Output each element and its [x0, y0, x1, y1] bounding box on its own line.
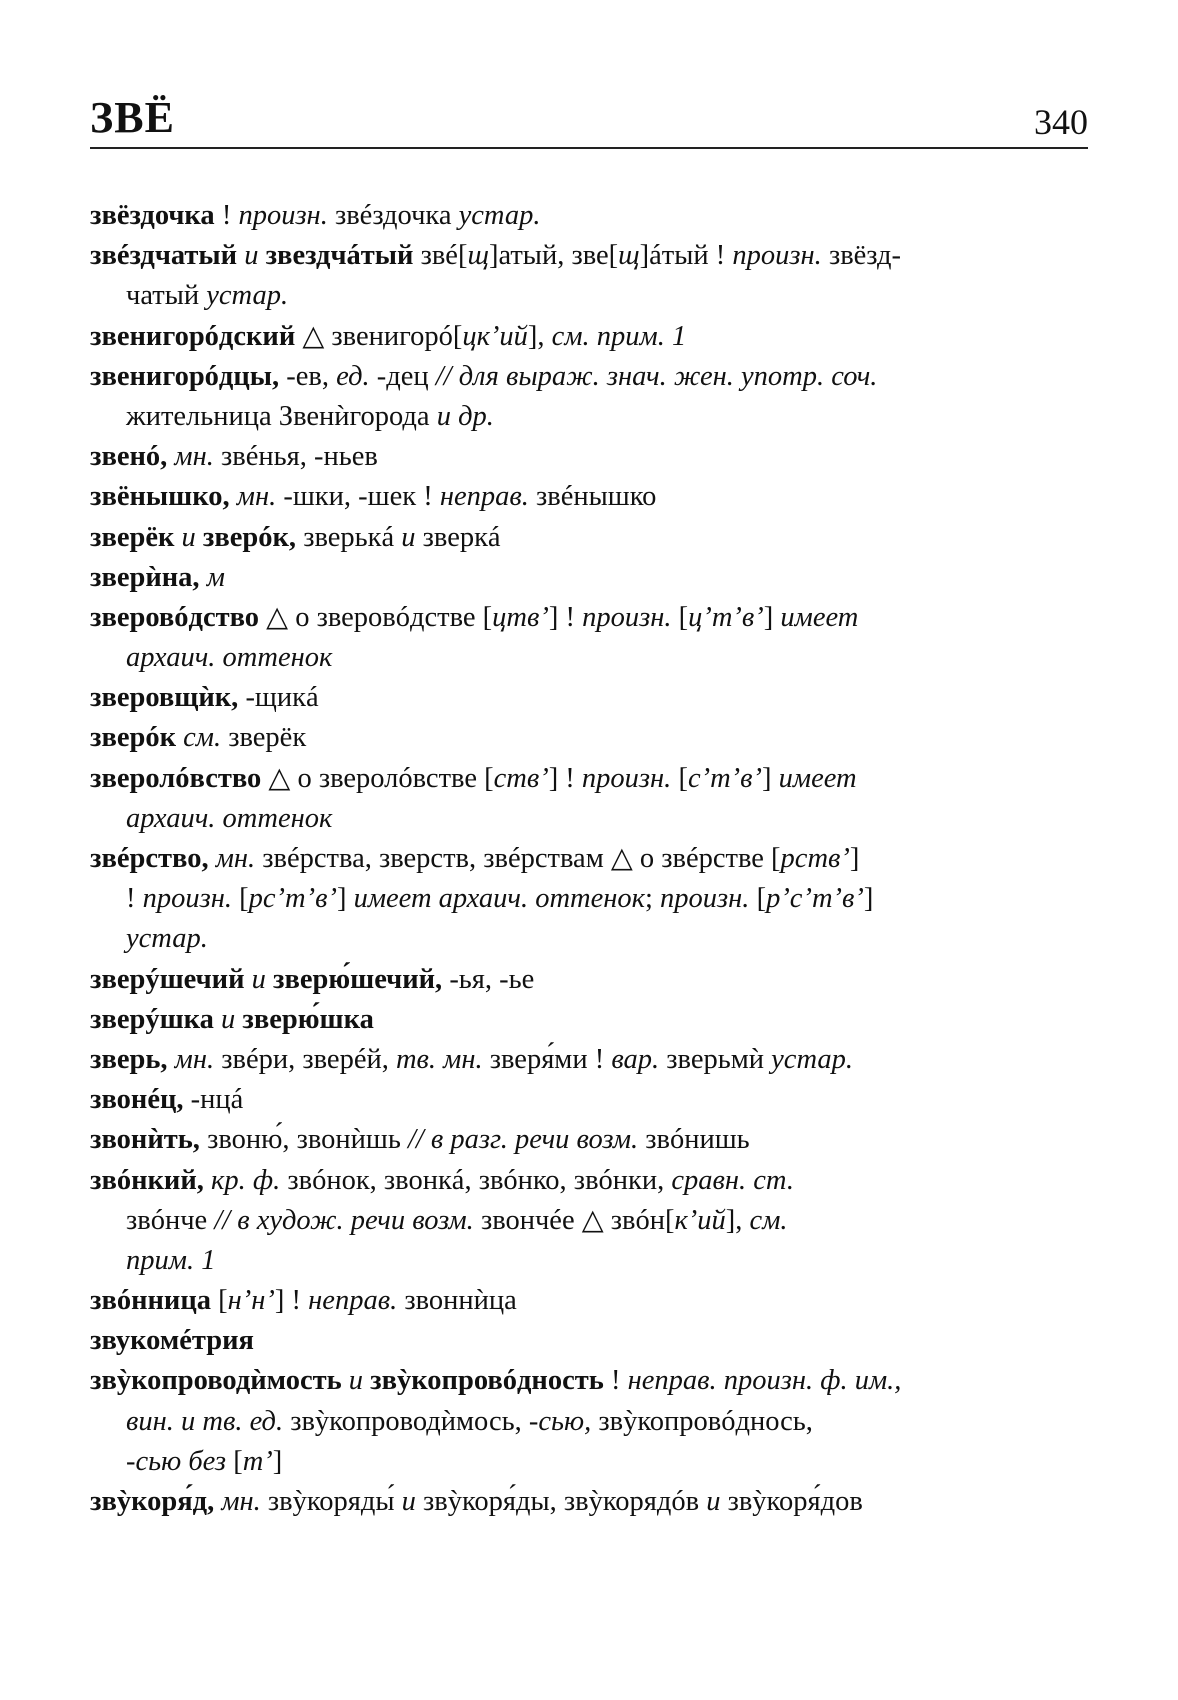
grammar-note: щ: [618, 240, 640, 272]
entry-text: ],: [527, 320, 552, 352]
entry-line: [90, 718, 1090, 758]
entry-line: [90, 1321, 1090, 1361]
headword: звонѝть,: [90, 1124, 200, 1156]
entry-text: ;: [645, 883, 661, 915]
grammar-note: устар.: [458, 200, 541, 231]
entry-text: зверькá: [296, 521, 402, 553]
grammar-note: архаич. оттенок: [126, 802, 333, 834]
headword: звéздчатый: [90, 240, 238, 272]
grammar-note: кʼий: [674, 1204, 726, 1236]
entry-text: ]: [272, 1445, 283, 1477]
headword: зверýшечий: [90, 963, 245, 995]
entry-line: [90, 960, 1090, 1000]
entry-line: [90, 759, 1090, 799]
entry-text: △ о зверолóвстве [: [261, 762, 494, 794]
headword: зверь,: [90, 1043, 168, 1075]
entry-text: △ о зверовóдстве [: [259, 601, 493, 633]
grammar-note: мн.: [167, 1043, 215, 1075]
entry-text: ]áтый !: [639, 240, 733, 272]
entry-text: звóнче: [126, 1204, 215, 1236]
running-head: ЗВЁ: [90, 93, 175, 142]
entry-text: -дец: [369, 360, 436, 392]
entry-line: [90, 1040, 1090, 1080]
grammar-note: устар.: [206, 280, 289, 312]
grammar-note: м: [199, 561, 225, 593]
header-rule: [90, 147, 1088, 149]
grammar-note: и: [213, 1003, 243, 1035]
entry-text: звỳкопровóднось,: [591, 1405, 813, 1437]
entry-line: [90, 437, 1090, 477]
headword: зверю́шечий,: [273, 963, 443, 995]
entry-text: !: [603, 1365, 628, 1397]
entry-continuation-line: [90, 276, 1090, 316]
headword: звенигорóдцы,: [90, 360, 280, 392]
headword: звỳкоря́д,: [90, 1486, 215, 1517]
entry-text: звóнок, звонкá, звóнко, звóнки,: [280, 1164, 672, 1196]
grammar-note: произн.: [581, 762, 672, 794]
entry-line: [90, 317, 1090, 357]
entry-line: [90, 236, 1090, 276]
page-header: [90, 88, 1088, 148]
entry-text: звỳкоря́ды, звỳкорядóв: [415, 1486, 707, 1517]
grammar-note: и: [174, 521, 203, 553]
grammar-note: см.: [176, 722, 222, 754]
grammar-note: -сью,: [528, 1405, 592, 1437]
entry-line: [90, 1482, 1090, 1522]
headword: звонéц,: [90, 1084, 184, 1116]
entry-text: ] !: [548, 762, 582, 794]
entry-text: ]: [762, 762, 779, 794]
grammar-note: рсʼтʼвʼ: [248, 883, 337, 915]
entry-continuation-line: [90, 799, 1090, 839]
entry-text: [: [226, 1445, 243, 1477]
grammar-note: архаич. оттенок: [126, 642, 333, 674]
entry-text: зверя́ми !: [482, 1043, 612, 1075]
entry-text: -щикá: [238, 682, 319, 714]
entry-text: ]: [763, 601, 781, 633]
grammar-note: и: [237, 240, 266, 272]
entry-continuation-line: [90, 397, 1090, 437]
grammar-note: см.: [749, 1204, 788, 1236]
entry-text: [: [671, 601, 689, 633]
grammar-note: ствʼ: [493, 762, 549, 794]
grammar-note: мн.: [208, 843, 256, 874]
entry-text: звéздочка: [327, 200, 459, 231]
entry-continuation-line: [90, 1241, 1090, 1281]
grammar-note: тв. мн.: [395, 1043, 483, 1075]
headword: зверёк: [90, 521, 175, 553]
entry-text: ] !: [274, 1285, 309, 1317]
entry-text: жительница Звенѝгорода: [126, 400, 437, 432]
grammar-note: вар.: [611, 1043, 660, 1075]
entry-text: звоннѝца: [397, 1285, 517, 1317]
entry-line: [90, 1161, 1090, 1201]
headword: звỳкопровóдность: [370, 1365, 604, 1397]
entry-continuation-line: [90, 919, 1090, 959]
grammar-note: устар.: [126, 923, 208, 955]
entry-text: зверьмѝ: [659, 1043, 772, 1075]
entry-text: [: [232, 883, 249, 915]
grammar-note: имеет: [778, 762, 857, 794]
grammar-note: неправ.: [308, 1285, 398, 1317]
entry-continuation-line: [90, 1201, 1090, 1241]
grammar-note: цтвʼ: [492, 601, 549, 633]
entry-line: [90, 1080, 1090, 1120]
entry-continuation-line: [90, 638, 1090, 678]
grammar-note: произн.: [582, 601, 672, 633]
grammar-note: имеет архаич. оттенок: [353, 883, 645, 915]
entry-text: ]: [863, 883, 874, 915]
headword: звóнкий,: [90, 1164, 204, 1196]
entry-text: звéрства, зверств, звéрствам △ о звéрстве [: [255, 843, 781, 874]
entry-text: звёзд-: [821, 240, 902, 272]
grammar-note: и др.: [436, 400, 494, 432]
entry-text: зверёк: [221, 722, 307, 754]
grammar-note: см. прим. 1: [551, 320, 687, 352]
entry-text: -нцá: [183, 1084, 244, 1116]
entry-text: звỳкоря́дов: [720, 1486, 863, 1517]
grammar-note: мн.: [167, 441, 214, 473]
entry-continuation-line: [90, 1442, 1090, 1482]
page-number: 340: [1034, 102, 1088, 142]
headword: зверýшка: [90, 1003, 214, 1035]
entry-line: [90, 357, 1090, 397]
grammar-note: рствʼ: [780, 843, 850, 874]
grammar-note: // в разг. речи возм.: [407, 1124, 639, 1156]
entry-line: [90, 518, 1090, 558]
grammar-note: сʼтʼвʼ: [687, 762, 763, 794]
entry-text: [: [671, 762, 688, 794]
entry-text: [: [749, 883, 767, 915]
entry-line: [90, 839, 1090, 879]
grammar-note: нʼнʼ: [227, 1285, 275, 1317]
headword: звездчáтый: [265, 240, 414, 272]
grammar-note: тʼ: [242, 1445, 273, 1477]
entry-text: звéри, зверéй,: [214, 1043, 396, 1075]
entry-text: -шки, -шек !: [276, 481, 440, 513]
grammar-note: неправ. произн. ф. им.,: [627, 1365, 902, 1397]
grammar-note: и: [341, 1365, 371, 1397]
headword: звёздочка: [90, 200, 215, 231]
dictionary-entries: [90, 196, 1090, 1522]
entry-text: -ья, -ье: [442, 963, 535, 995]
entry-text: звоню́, звонѝшь: [199, 1124, 408, 1156]
entry-text: звéнышко: [528, 481, 657, 513]
entry-line: [90, 678, 1090, 718]
entry-line: [90, 1120, 1090, 1160]
entry-line: [90, 1000, 1090, 1040]
grammar-note: сравн. ст.: [671, 1164, 794, 1196]
grammar-note: произн.: [660, 883, 750, 915]
grammar-note: устар.: [771, 1043, 853, 1075]
entry-text: звéнья, -ньев: [213, 441, 378, 473]
grammar-note: рʼсʼтʼвʼ: [766, 883, 864, 915]
entry-line: [90, 1361, 1090, 1401]
entry-text: чатый: [126, 280, 207, 312]
grammar-note: произн.: [732, 240, 822, 272]
grammar-note: кр. ф.: [203, 1164, 281, 1196]
grammar-note: неправ.: [439, 481, 529, 513]
grammar-note: произн.: [238, 200, 328, 231]
headword: зверѝна,: [90, 561, 200, 593]
grammar-note: и: [244, 963, 274, 995]
entry-text: ],: [725, 1204, 750, 1236]
entry-text: звé[: [413, 240, 468, 272]
headword: звёнышко,: [90, 481, 230, 513]
headword: зверовóдство: [90, 601, 260, 633]
headword: зверю́шка: [242, 1003, 374, 1035]
headword: звéрство,: [90, 843, 209, 874]
grammar-note: -сью без: [126, 1445, 227, 1477]
grammar-note: прим. 1: [126, 1244, 216, 1276]
headword: зверóк: [90, 722, 177, 754]
grammar-note: имеет: [780, 601, 859, 633]
entry-text: -ев,: [279, 360, 337, 392]
entry-text: !: [126, 883, 143, 915]
headword: зверовщѝк,: [90, 682, 239, 714]
entry-text: △ звенигорó[: [295, 320, 463, 352]
headword: зверóк,: [202, 521, 297, 553]
entry-continuation-line: [90, 879, 1090, 919]
entry-line: [90, 477, 1090, 517]
entry-text: зверкá: [415, 521, 501, 553]
entry-text: ]: [849, 843, 860, 874]
entry-text: ]: [336, 883, 354, 915]
entry-continuation-line: [90, 1402, 1090, 1442]
entry-text: звỳкопроводѝмось,: [283, 1405, 529, 1437]
grammar-note: цкʼий: [462, 320, 528, 352]
entry-text: ] !: [548, 601, 583, 633]
grammar-note: // для выраж. знач. жен. употр. соч.: [435, 360, 878, 392]
grammar-note: мн.: [229, 481, 277, 513]
entry-line: [90, 196, 1090, 236]
headword: звенигорóдский: [90, 320, 296, 352]
entry-line: [90, 598, 1090, 638]
entry-text: !: [214, 200, 239, 231]
headword: звукомéтрия: [90, 1325, 254, 1357]
grammar-note: вин. и тв. ед.: [126, 1405, 284, 1437]
entry-line: [90, 1281, 1090, 1321]
entry-line: [90, 558, 1090, 598]
headword: звóнница: [90, 1285, 212, 1317]
headword: звỳкопроводѝмость: [90, 1365, 342, 1397]
grammar-note: мн.: [214, 1486, 261, 1517]
entry-text: звóнишь: [638, 1124, 750, 1156]
grammar-note: и: [706, 1486, 721, 1517]
grammar-note: и: [401, 1486, 416, 1517]
headword: звенó,: [90, 441, 168, 473]
grammar-note: щ: [467, 240, 489, 272]
grammar-note: цʼтʼвʼ: [688, 601, 764, 633]
entry-text: [: [211, 1285, 228, 1317]
headword: зверолóвство: [90, 762, 262, 794]
grammar-note: ед.: [336, 360, 370, 392]
grammar-note: // в худож. речи возм.: [214, 1204, 474, 1236]
grammar-note: произн.: [142, 883, 233, 915]
grammar-note: и: [401, 521, 416, 553]
entry-text: звỳкоряды́: [260, 1486, 402, 1517]
entry-text: звончéе △ звóн[: [473, 1204, 675, 1236]
entry-text: ]атый, зве[: [488, 240, 619, 272]
